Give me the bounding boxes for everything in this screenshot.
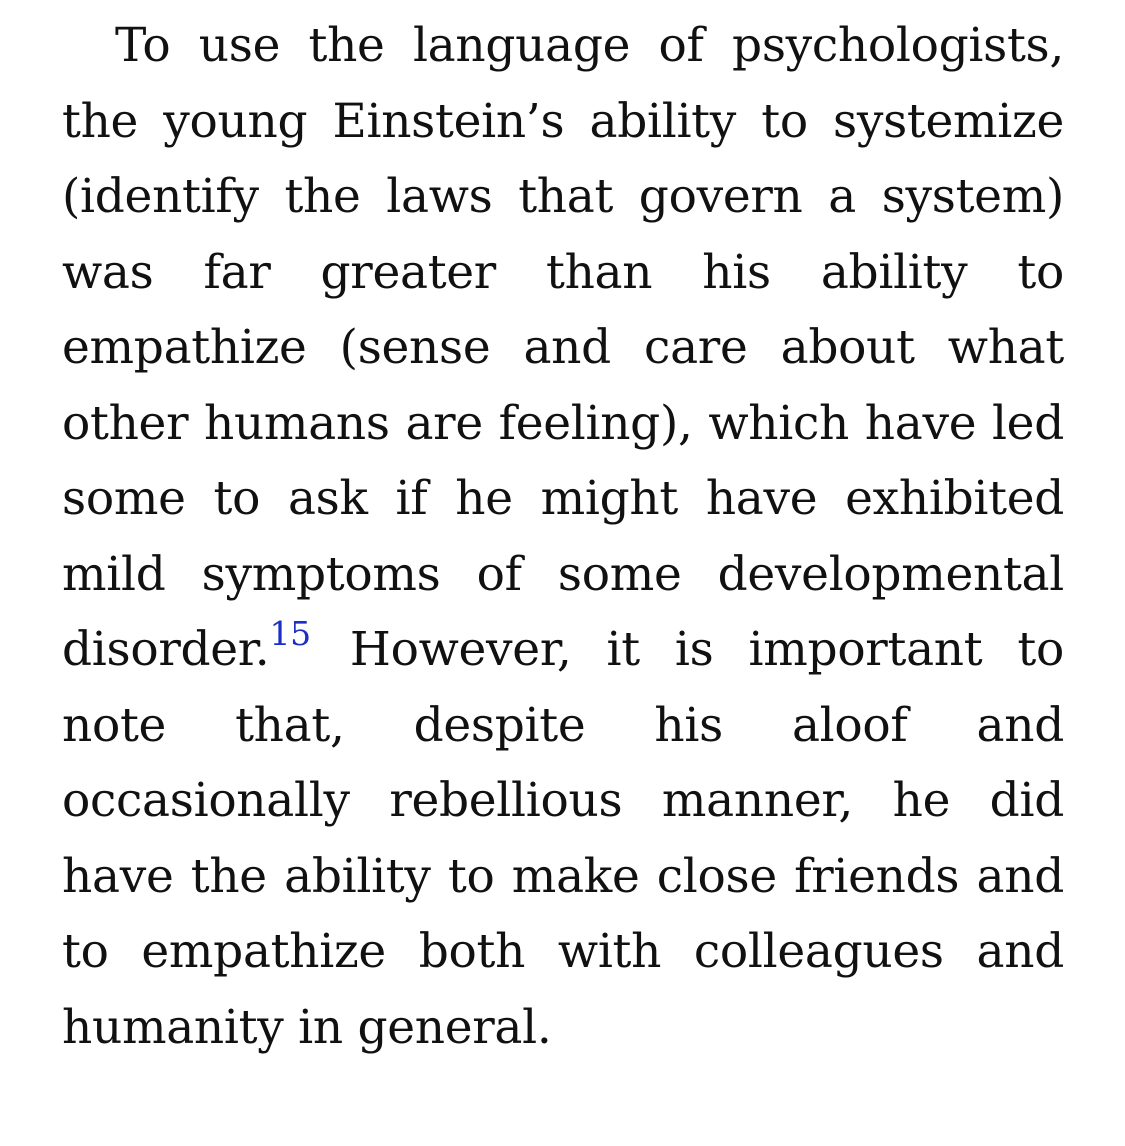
footnote-link[interactable]: 15	[269, 614, 311, 653]
paragraph-text-part-1: To use the language of psychologists, the young Einstein’s ability to systemize (identify the laws that govern a system) was far greater than his ability to empathize (sense and care about what other humans are feeling), which have led some to ask if he might have exhibited mild symptoms of some developmental disorder.	[62, 18, 1064, 677]
reader-page	[62, 8, 1064, 1065]
body-paragraph	[62, 8, 1064, 1065]
paragraph-text-part-2: However, it is important to note that, despite his aloof and occasionally rebellious manner, he did have the ability to make close friends and to empathize both with colleagues and humanity in general.	[62, 622, 1064, 1055]
